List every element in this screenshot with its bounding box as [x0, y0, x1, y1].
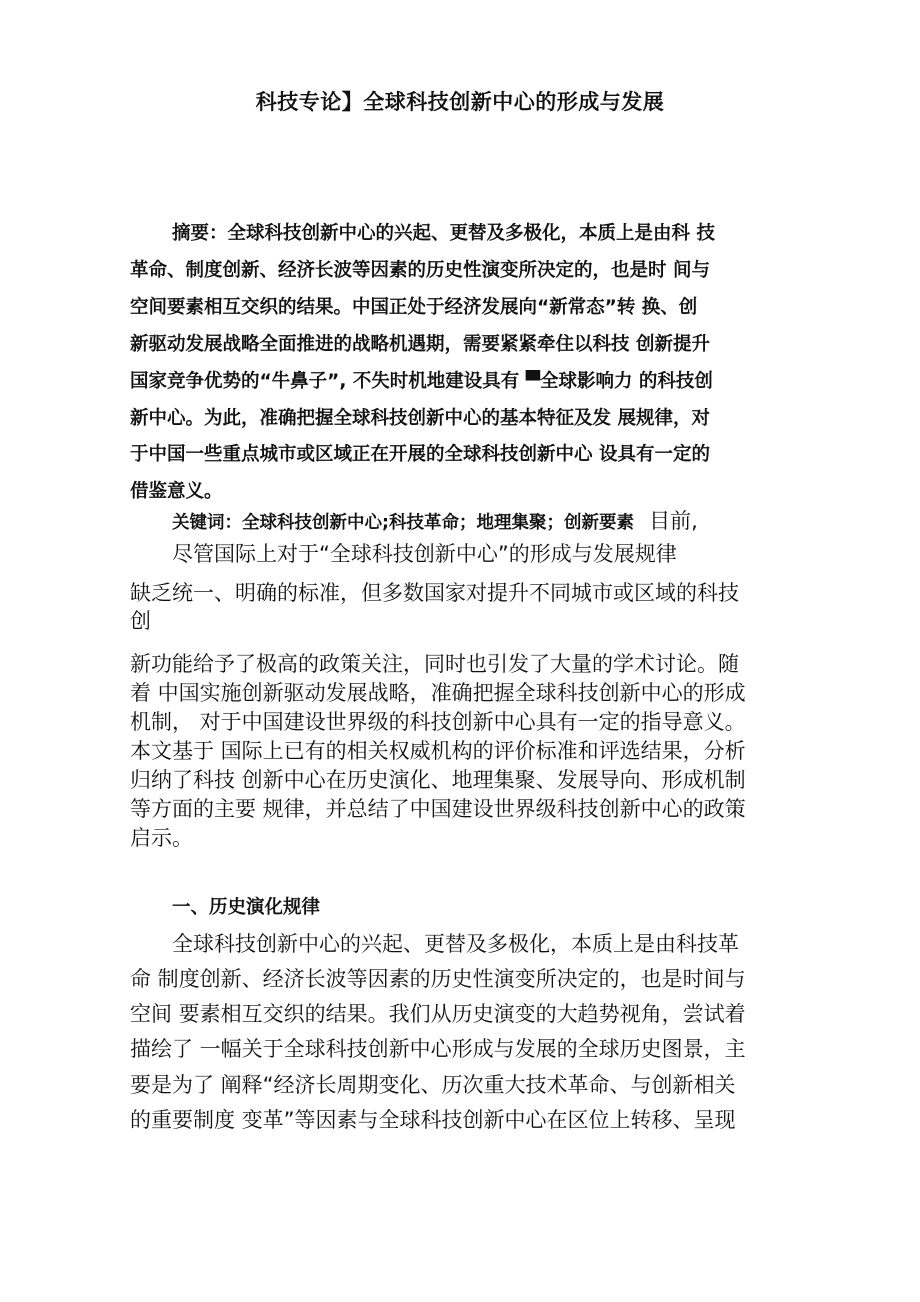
intro-line: 创: [130, 609, 151, 633]
intro-line: 归纳了科技 创新中心在历史演化、地理集聚、发展导向、形成机制: [130, 768, 746, 792]
abstract-line: 空间要素相互交织的结果。中国正处于经济发展向“新常态”转 换、创: [130, 297, 698, 318]
intro-line: 新功能给予了极高的政策关注，同时也引发了大量的学术讨论。随: [130, 652, 739, 676]
abstract-line: 借鉴意义。: [130, 481, 223, 502]
abstract-line: 于中国一些重点城市或区域正在开展的全球科技创新中心 设具有一定的: [130, 444, 710, 465]
section-line: 命 制度创新、经济长波等因素的历史性演变所决定的，也是时间与: [130, 967, 746, 991]
intro-line: 机制， 对于中国建设世界级的科技创新中心具有一定的指导意义。: [130, 710, 746, 734]
intro-line: 启示。: [130, 826, 193, 850]
section-line: 空间 要素相互交织的结果。我们从历史演变的大趋势视角，尝试着: [130, 1002, 746, 1026]
section-heading: 一、历史演化规律: [172, 897, 321, 918]
intro-line: 缺乏统一、明确的标准，但多数国家对提升不同城市或区域的科技: [130, 581, 739, 605]
intro-line: 着 中国实施创新驱动发展战略，准确把握全球科技创新中心的形成: [130, 681, 746, 705]
section-line: 的重要制度 变革”等因素与全球科技创新中心在区位上转移、呈现: [130, 1108, 736, 1132]
section-line: 全球科技创新中心的兴起、更替及多极化，本质上是由科技革: [172, 932, 739, 956]
abstract-line: 新中心。为此，准确把握全球科技创新中心的基本特征及发 展规律，对: [130, 408, 710, 429]
page-title: 科技专论】全球科技创新中心的形成与发展: [255, 90, 665, 114]
intro-line: 等方面的主要 规律，并总结了中国建设世界级科技创新中心的政策: [130, 797, 746, 821]
keywords: 关键词：全球科技创新中心;科技革命；地理集聚；创新要素: [172, 513, 634, 533]
abstract-line: 摘要：全球科技创新中心的兴起、更替及多极化，本质上是由科 技: [172, 223, 715, 244]
abstract-line: 新驱动发展战略全面推进的战略机遇期，需要紧紧牵住以科技 创新提升: [130, 334, 710, 355]
section-line: 描绘了 一幅关于全球科技创新中心形成与发展的全球历史图景，主: [130, 1037, 746, 1061]
intro-line: 尽管国际上对于“全球科技创新中心”的形成与发展规律: [172, 542, 677, 566]
keywords-line: [130, 507, 810, 535]
intro-line: 本文基于 国际上已有的相关权威机构的评价标准和评选结果，分析: [130, 739, 746, 763]
abstract-line: 革命、制度创新、经济长波等因素的历史性演变所决定的，也是时 间与: [130, 260, 710, 281]
section-line: 要是为了 阐释“经济长周期变化、历次重大技术革命、与创新相关: [130, 1073, 736, 1097]
abstract-line: 国家竞争优势的“牛鼻子”, 不失时机地建设具有 ▀全球影响力 的科技创: [130, 371, 713, 392]
keywords-tail: 目前,: [649, 509, 698, 533]
